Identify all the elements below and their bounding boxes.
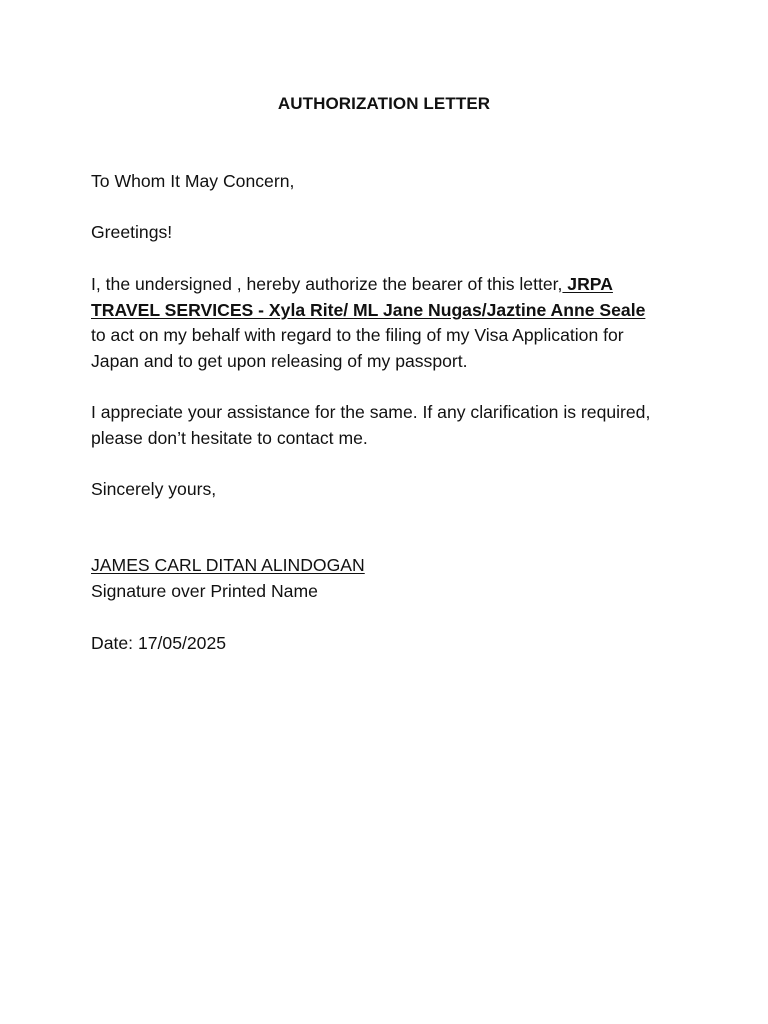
date-line — [91, 631, 656, 657]
bearer-names: JRPA TRAVEL SERVICES - Xyla Rite/ ML Jane Nugas/Jaztine Anne Seale — [91, 274, 646, 320]
signatory-line — [91, 553, 656, 579]
greeting: Greetings! — [91, 222, 173, 242]
closing: Sincerely yours, — [91, 479, 217, 499]
date-label: Date: — [91, 633, 134, 653]
letter-title: AUTHORIZATION LETTER — [277, 94, 491, 113]
date-value: 17/05/2025 — [137, 633, 227, 653]
signature-caption: Signature over Printed Name — [91, 581, 318, 601]
authorization-intro: I, the undersigned , hereby authorize the bearer of this letter, — [91, 274, 563, 294]
salutation: To Whom It May Concern, — [91, 171, 295, 191]
authorization-purpose: to act on my behalf with regard to the filing of my Visa Application for Japan and to get upon releasing of my passport. — [91, 325, 624, 372]
signatory-name: JAMES CARL DITAN ALINDOGAN — [91, 555, 365, 575]
appreciation-paragraph: I appreciate your assistance for the same. If any clarification is required, please don’t hesitate to contact me. — [91, 402, 651, 448]
authorization-paragraph — [91, 272, 656, 375]
